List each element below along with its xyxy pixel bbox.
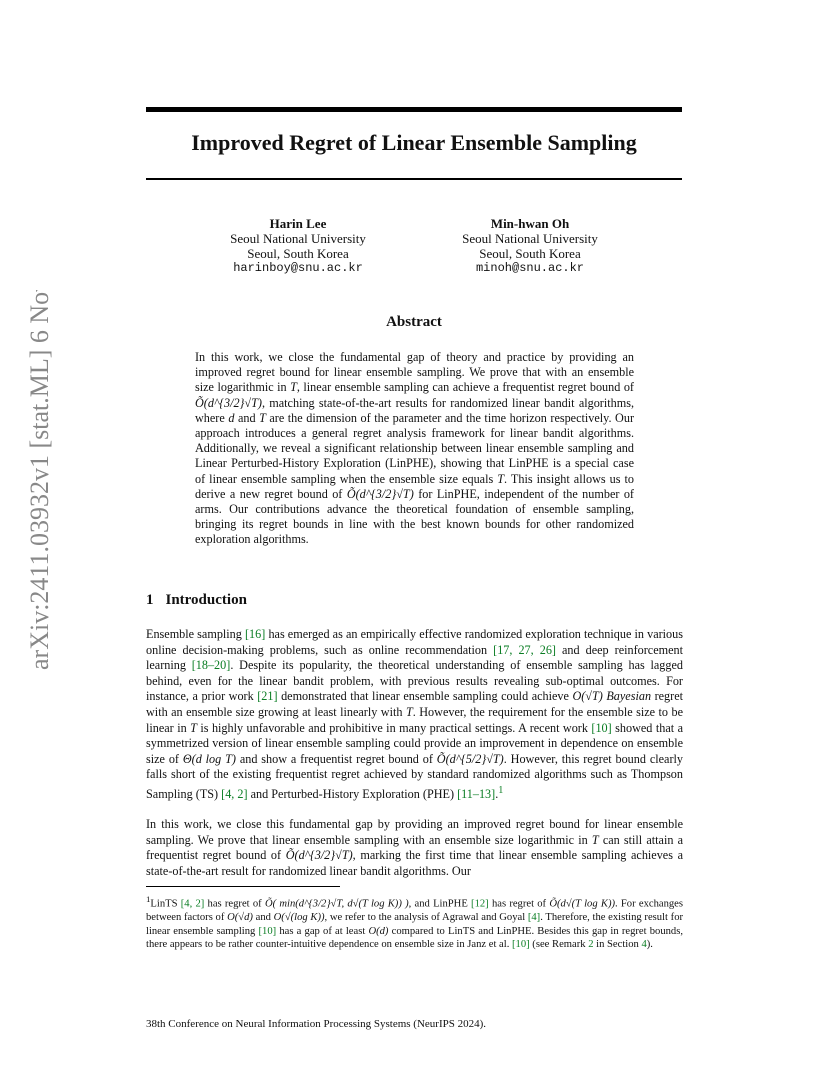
author-email[interactable]: minoh@snu.ac.kr xyxy=(475,261,585,275)
citation-link[interactable]: [4] xyxy=(527,912,541,924)
arxiv-sidebar-stamp xyxy=(20,290,56,670)
intro-paragraph-2: In this work, we close this fundamental gap by providing an improved regret bound for linear ensemble sampling. We prove that linear ensemble sampling with an ensemble size logarithmic in T can still attain a frequentist regret bound of Õ(d^{3/2}√T), marking the first time that linear ensemble sampling achieves a state-of-the-art result for randomized linear bandit algorithms. Our xyxy=(146,817,684,878)
section-link[interactable]: 4 xyxy=(641,939,647,951)
abstract-heading: Abstract xyxy=(386,314,442,330)
citation-link[interactable]: [18–20] xyxy=(191,658,231,673)
intro-paragraph-1: Ensemble sampling [16] has emerged as an empirically effective randomized exploration technique in various online decision-making problems, such as online recommendation [17, 27, 26] and deep reinforcement learning [18–20]. Despite its popularity, the theoretical understanding of ensemble sampling has lagged behind, even for the linear bandit problem, with previous results revealing sub-optimal outcomes. For instance, a prior work [21] demonstrated that linear ensemble sampling could achieve O(√T) Bayesian regret with an ensemble size growing at least linearly with T. However, the requirement for the ensemble size to be linear in T is highly unfavorable and prohibitive in many practical settings. A recent work [10] showed that a symmetrized version of linear ensemble sampling could provide an improvement in dependence on ensemble size of Θ(d log T) and show a frequentist regret bound of Õ(d^{5/2}√T). However, this regret bound clearly falls short of the existing frequentist regret achieved by standard randomized algorithms such as Thompson Sampling (TS) [4, 2] and Perturbed-History Exploration (PHE) [11–13].$^1$ xyxy=(146,627,683,801)
citation-link[interactable]: [4, 2] xyxy=(180,898,205,910)
author-block-2 xyxy=(430,216,630,276)
section-title: Introduction xyxy=(165,592,247,608)
citation-link[interactable]: [10] xyxy=(591,720,612,735)
remark-link[interactable]: 2 xyxy=(588,939,594,951)
footnote: $^1$LinTS [4, 2] has regret of Õ( min(d^{3/2}√T, d√(T log K)) ), and LinPHE [12] has regret of Õ(d√(T log K)). For exchanges between factors of O(√d) and O(√(log K)), we refer to the analysis of Agrawal and Goyal [4]. Therefore, the existing result for linear ensemble sampling [10] has a gap of at least O(d) compared to LinTS and LinPHE. Besides this gap in regret bounds, there appears to be rather counter-intuitive dependence on ensemble size in Janz et al. [10] (see Remark 2 in Section 4). xyxy=(146,894,684,951)
abstract-text: In this work, we close the fundamental gap of theory and practice by providing an improved regret bound for linear ensemble sampling. We prove that with an ensemble size logarithmic in T, linear ensemble sampling can achieve a frequentist regret bound of Õ(d^{3/2}√T), matching state-of-the-art results for randomized linear bandit algorithms, where d and T are the dimension of the parameter and the time horizon respectively. Our approach introduces a general regret analysis framework for linear bandit algorithms. Additionally, we reveal a significant relationship between linear ensemble sampling and Linear Perturbed-History Exploration (LinPHE), showing that LinPHE is a special case of linear ensemble sampling when the ensemble size equals T. This insight allows us to derive a new regret bound of Õ(d^{3/2}√T) for LinPHE, independent of the number of arms. Our contributions advance the theoretical foundation of ensemble sampling, bringing its regret bounds in line with the best known bounds for other randomized exploration algorithms. xyxy=(195,350,634,547)
citation-link[interactable]: [16] xyxy=(245,627,266,641)
author-block-1 xyxy=(198,216,398,276)
footnote-rule xyxy=(146,886,340,887)
footnote-marker[interactable]: 1 xyxy=(498,784,504,796)
title-top-rule xyxy=(146,107,682,112)
author-location: Seoul, South Korea xyxy=(479,246,581,261)
author-email[interactable]: harinboy@snu.ac.kr xyxy=(233,261,363,275)
author-name: Harin Lee xyxy=(269,216,327,231)
arxiv-identifier: arXiv:2411.03932v1 [stat.ML] 6 Nov 2024 xyxy=(25,290,54,670)
citation-link[interactable]: [11–13] xyxy=(457,787,496,801)
citation-link[interactable]: [4, 2] xyxy=(221,787,248,801)
citation-link[interactable]: [17, 27, 26] xyxy=(493,642,556,657)
section-heading xyxy=(146,592,247,609)
citation-link[interactable]: [10] xyxy=(258,925,277,937)
section-number: 1 xyxy=(146,592,154,608)
author-name: Min-hwan Oh xyxy=(490,216,570,231)
conference-footer: 38th Conference on Neural Information Processing Systems (NeurIPS 2024). xyxy=(146,1018,487,1030)
title-bottom-rule xyxy=(146,178,682,180)
citation-link[interactable]: [12] xyxy=(471,898,489,910)
citation-link[interactable]: [10] xyxy=(512,939,530,951)
citation-link[interactable]: [21] xyxy=(257,689,278,704)
paper-title: Improved Regret of Linear Ensemble Sampling xyxy=(191,130,637,155)
author-affiliation: Seoul National University xyxy=(462,231,598,246)
author-affiliation: Seoul National University xyxy=(230,231,366,246)
author-location: Seoul, South Korea xyxy=(247,246,349,261)
